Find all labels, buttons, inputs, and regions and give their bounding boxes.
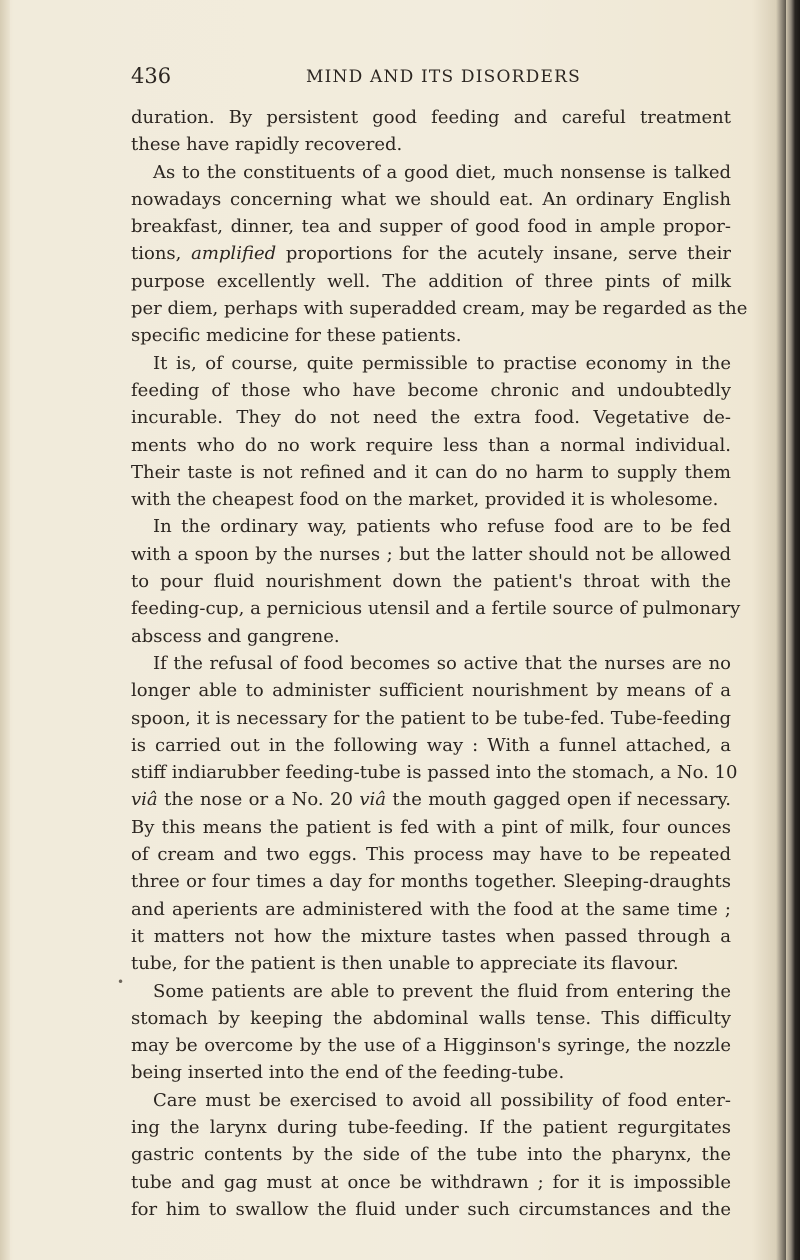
page-number: 436 (131, 64, 172, 88)
italic-emphasis: amplified (191, 243, 277, 265)
text-line: and aperients are administered with the food at the same time ; (131, 898, 731, 920)
text-line: If the refusal of food becomes so active that the nurses are no (153, 652, 731, 674)
text-line: per diem, perhaps with superadded cream, may be regarded as the (131, 298, 748, 320)
text-line: these have rapidly recovered. (131, 134, 403, 156)
text-line: ing the larynx during tube-feeding. If the patient regurgitates (131, 1116, 731, 1138)
page-gutter (0, 0, 10, 1260)
text-line: with a spoon by the nurses ; but the latter should not be allowed (131, 543, 731, 565)
text-line: specific medicine for these patients. (131, 325, 462, 347)
running-title: MIND AND ITS DISORDERS (306, 67, 581, 87)
text-line: feeding of those who have become chronic and undoubtedly (131, 379, 731, 401)
text-line: Care must be exercised to avoid all possibility of food enter- (153, 1089, 731, 1111)
text-line: incurable. They do not need the extra food. Vegetative de- (131, 407, 731, 429)
text-line: ments who do no work require less than a normal individual. (131, 434, 731, 456)
text-line: duration. By persistent good feeding and careful treatment (131, 107, 731, 128)
text-line: nowadays concerning what we should eat. An ordinary English (131, 188, 731, 210)
text-line: may be overcome by the use of a Higginson's syringe, the nozzle (131, 1035, 731, 1057)
page-edge-shadow (786, 0, 800, 1260)
text-line: being inserted into the end of the feeding-tube. (131, 1062, 565, 1084)
text-line: of cream and two eggs. This process may have to be repeated (131, 844, 731, 866)
text-line: with the cheapest food on the market, provided it is wholesome. (131, 489, 719, 511)
text-line: It is, of course, quite permissible to practise economy in the (153, 352, 731, 374)
text-line: it matters not how the mixture tastes when passed through a (131, 925, 731, 947)
text-line: for him to swallow the fluid under such circumstances and the (131, 1198, 731, 1220)
text-line: to pour fluid nourishment down the patient's throat with the (131, 571, 731, 593)
text-line: stomach by keeping the abdominal walls tense. This difficulty (131, 1007, 731, 1029)
margin-mark: • (117, 975, 125, 989)
text-line: longer able to administer sufficient nourishment by means of a (131, 680, 731, 702)
italic-emphasis: viâ (131, 789, 158, 811)
text-line: three or four times a day for months together. Sleeping-draughts (131, 871, 731, 893)
text-line: purpose excellently well. The addition of three pints of milk (131, 270, 731, 292)
text-line: abscess and gangrene. (131, 625, 340, 647)
text-line: stiff indiarubber feeding-tube is passed into the stomach, a No. 10 (131, 762, 738, 784)
text-line: In the ordinary way, patients who refuse food are to be fed (153, 516, 731, 538)
text-line: tions, amplified proportions for the acutely insane, serve their (131, 243, 731, 265)
text-line: Their taste is not refined and it can do no harm to supply them (131, 461, 731, 483)
text-line: feeding-cup, a pernicious utensil and a fertile source of pulmonary (131, 598, 741, 620)
text-line: By this means the patient is fed with a pint of milk, four ounces (131, 816, 731, 838)
text-line: gastric contents by the side of the tube into the pharynx, the (131, 1144, 731, 1166)
text-line: tube and gag must at once be withdrawn ; for it is impossible (131, 1171, 731, 1193)
text-line: is carried out in the following way : With a funnel attached, a (131, 734, 731, 756)
text-line: As to the constituents of a good diet, much nonsense is talked (153, 161, 731, 183)
text-line: viâ the nose or a No. 20 viâ the mouth gagged open if necessary. (131, 789, 732, 811)
running-head (131, 64, 721, 94)
text-line: tube, for the patient is then unable to appreciate its flavour. (131, 953, 679, 975)
text-line: spoon, it is necessary for the patient to be tube-fed. Tube-feeding (131, 707, 731, 729)
italic-emphasis: viâ (359, 789, 387, 811)
text-line: Some patients are able to prevent the fluid from entering the (153, 980, 731, 1002)
text-line: breakfast, dinner, tea and supper of good food in ample propor- (131, 216, 731, 238)
body-text (131, 104, 748, 1223)
